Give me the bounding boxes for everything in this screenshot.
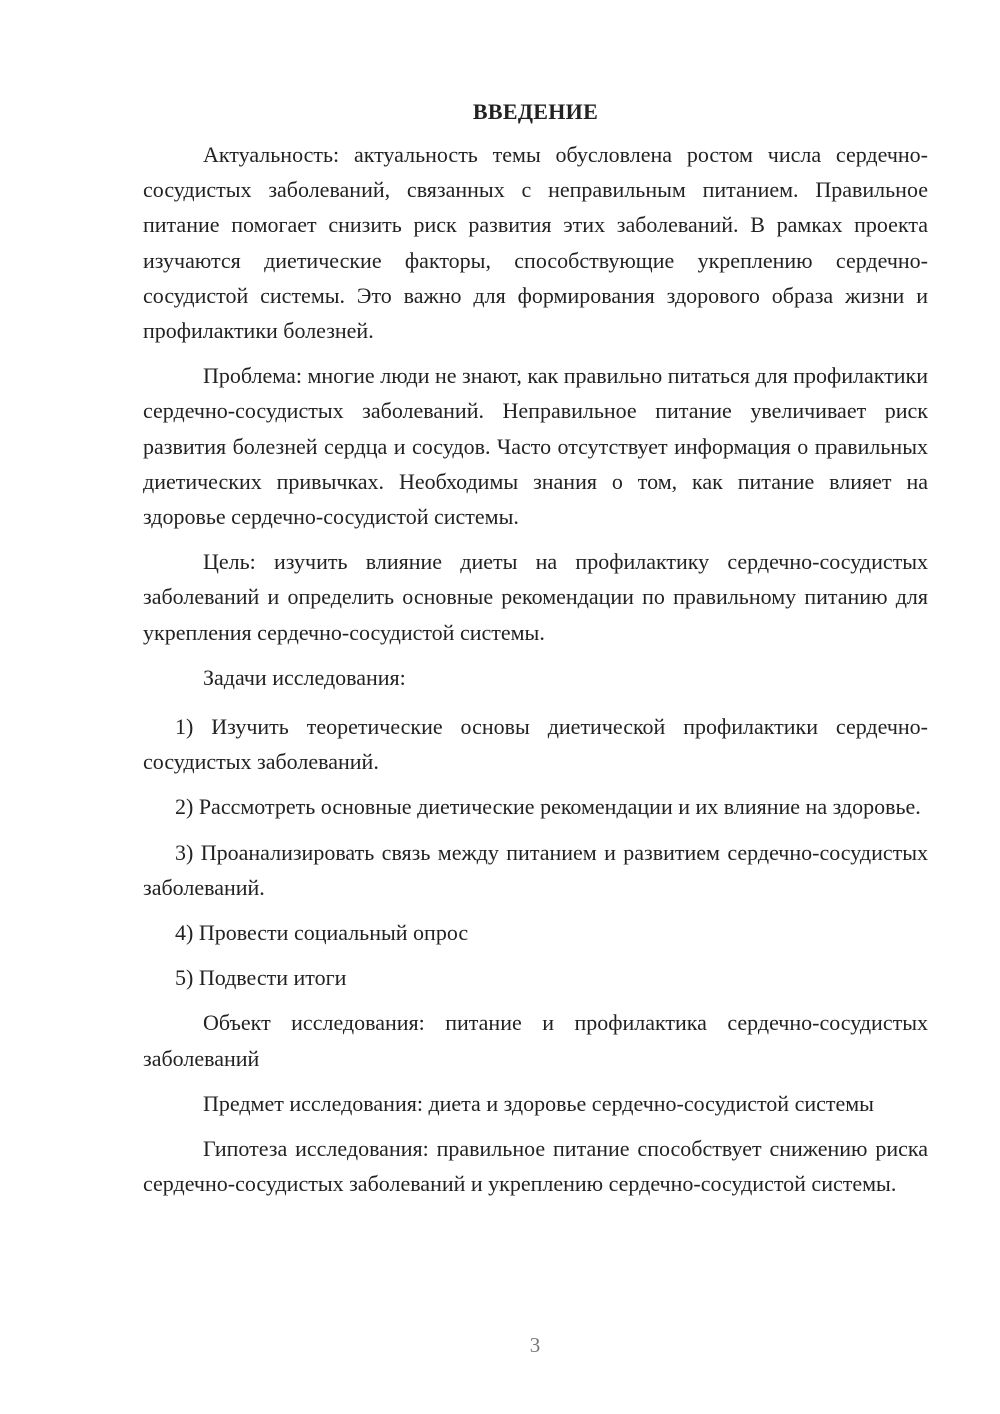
page-number: 3 [529, 1333, 541, 1357]
object-paragraph: Объект исследования: питание и профилактика сердечно-сосудистых заболеваний [143, 1010, 928, 1071]
task-item-1: 1) Изучить теоретические основы диетической профилактики сердечно-сосудистых заболеваний. [143, 714, 928, 775]
tasks-heading: Задачи исследования: [203, 664, 406, 690]
task-item-2: 2) Рассмотреть основные диетические рекомендации и их влияние на здоровье. [175, 794, 921, 820]
subject-paragraph: Предмет исследования: диета и здоровье сердечно-сосудистой системы [203, 1090, 874, 1116]
task-item-5: 5) Подвести итоги [175, 965, 347, 991]
document-body [143, 94, 928, 1201]
page-title: ВВЕДЕНИЕ [472, 99, 599, 124]
task-item-4: 4) Провести социальный опрос [175, 920, 469, 946]
task-item-3: 3) Проанализировать связь между питанием и развитием сердечно-сосудистых заболеваний. [143, 839, 928, 900]
goal-paragraph: Цель: изучить влияние диеты на профилактику сердечно-сосудистых заболеваний и определить основные рекомендации по правильному питанию для укрепления сердечно-сосудистой системы. [143, 549, 928, 645]
problem-paragraph: Проблема: многие люди не знают, как правильно питаться для профилактики сердечно-сосудистых заболеваний. Неправильное питание увеличивает риск развития болезней сердца и сосудов. Часто отсутствует информация о правильных диетических привычках. Необходимы знания о том, как питание влияет на здоровье сердечно-сосудистой системы. [143, 363, 928, 530]
relevance-paragraph: Актуальность: актуальность темы обусловлена ростом числа сердечно-сосудистых заболеваний, связанных с неправильным питанием. Правильное питание помогает снизить риск развития этих заболеваний. В рамках проекта изучаются диетические факторы, способствующие укреплению сердечно-сосудистой системы. Это важно для формирования здорового образа жизни и профилактики болезней. [143, 142, 928, 344]
hypothesis-paragraph: Гипотеза исследования: правильное питание способствует снижению риска сердечно-сосудистых заболеваний и укреплению сердечно-сосудистой системы. [143, 1136, 928, 1197]
